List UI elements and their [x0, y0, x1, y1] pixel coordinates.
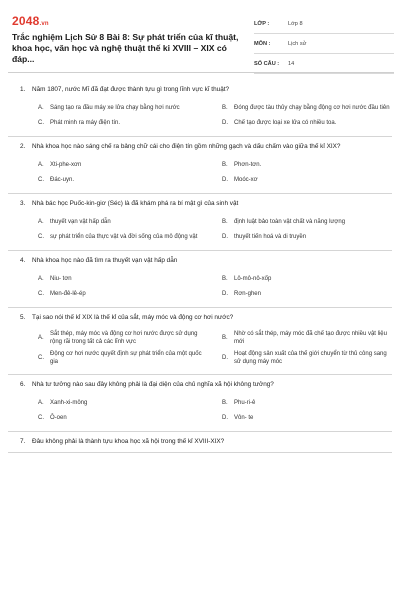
question-item: [8, 194, 392, 251]
answer-options: [8, 395, 392, 425]
answer-option[interactable]: [222, 348, 394, 368]
meta-value: Lớp 8: [288, 20, 303, 27]
option-text: Lô-mô-nô-xốp: [234, 275, 272, 282]
question-text: Nhà khoa học nào sáng chế ra bảng chữ cái cho điện tín gồm những gạch và dấu chấm vào giữa thế kỉ XIX?: [32, 143, 341, 150]
question-item: [8, 308, 392, 375]
question-number: 1.: [20, 86, 26, 93]
option-letter: C.: [38, 233, 44, 240]
option-text: Nhờ có sắt thép, máy móc đã chế tạo được nhiều vật liệu mới: [234, 331, 387, 345]
option-letter: B.: [222, 161, 228, 168]
option-letter: A.: [38, 275, 44, 282]
header-divider: [8, 72, 394, 73]
answer-option[interactable]: [222, 214, 394, 229]
option-text: Men-đê-lê-ép: [50, 290, 86, 297]
option-text: Động cơ hơi nước quyết định sự phát triển của một quốc gia: [50, 351, 202, 365]
option-letter: D.: [222, 290, 228, 297]
meta-value: Lịch sử: [288, 40, 307, 47]
option-text: Xanh-xi-mông: [50, 399, 88, 406]
answer-option[interactable]: [222, 115, 394, 130]
question-header: [8, 85, 392, 94]
question-number: 3.: [20, 200, 26, 207]
option-text: Ô-oen: [50, 414, 67, 421]
question-number: 7.: [20, 438, 26, 445]
question-number: 4.: [20, 257, 26, 264]
option-text: thuyết tiến hoá và di truyền: [234, 233, 307, 240]
question-text: Nhà tư tưởng nào sau đây không phải là đại diện của chủ nghĩa xã hội không tưởng?: [32, 381, 274, 388]
question-text: Nhà bác học Puốc-kin-giơ (Séc) là đã khám phá ra bí mật gì của sinh vật: [32, 200, 239, 207]
answer-option[interactable]: [222, 271, 394, 286]
meta-info: [254, 14, 394, 74]
answer-option[interactable]: [38, 286, 210, 301]
answer-option[interactable]: [222, 328, 394, 348]
option-letter: C.: [38, 176, 44, 183]
option-letter: B.: [222, 399, 228, 406]
answer-option[interactable]: [38, 271, 210, 286]
option-letter: A.: [38, 161, 44, 168]
answer-option[interactable]: [222, 395, 394, 410]
option-text: sự phát triển của thực vật và đời sống của mô động vật: [50, 233, 198, 240]
question-header: [8, 256, 392, 265]
answer-option[interactable]: [38, 395, 210, 410]
option-text: Niu- tơn: [50, 275, 72, 282]
question-header: [8, 142, 392, 151]
option-letter: D.: [222, 355, 228, 361]
answer-options: [8, 100, 392, 130]
option-text: Sắt thép, máy móc và động cơ hơi nước được sử dụng rộng rãi trong tất cả các lĩnh vực: [50, 331, 198, 345]
option-text: Đác-uyn.: [50, 176, 75, 183]
answer-options: [8, 214, 392, 244]
meta-row-class: [254, 14, 394, 34]
option-letter: B.: [222, 104, 228, 111]
question-number: 6.: [20, 381, 26, 388]
option-letter: A.: [38, 335, 44, 341]
option-letter: C.: [38, 414, 44, 421]
answer-option[interactable]: [38, 157, 210, 172]
option-letter: C.: [38, 355, 44, 361]
option-text: Đóng được tàu thủy chạy bằng động cơ hơi nước đầu tiên: [234, 104, 390, 111]
answer-option[interactable]: [38, 348, 210, 368]
question-header: [8, 199, 392, 208]
answer-option[interactable]: [222, 410, 394, 425]
option-text: Hoạt động sản xuất của thế giới chuyển từ thủ công sang sử dụng máy móc: [234, 351, 387, 365]
answer-option[interactable]: [38, 229, 210, 244]
answer-options: [8, 328, 392, 368]
option-letter: D.: [222, 233, 228, 240]
option-letter: A.: [38, 218, 44, 225]
question-item: [8, 137, 392, 194]
meta-label: LỚP :: [254, 20, 270, 27]
meta-row-count: [254, 54, 394, 74]
option-text: Chế tạo được loại xe lửa có nhiều toa.: [234, 119, 337, 126]
option-text: Phát minh ra máy điện tín.: [50, 119, 121, 126]
question-header: [8, 437, 392, 446]
answer-options: [8, 271, 392, 301]
option-text: Xti-phe-xơn: [50, 161, 82, 168]
option-text: Sáng tạo ra đầu máy xe lửa chạy bằng hơi nước: [50, 104, 180, 111]
question-list: [8, 80, 392, 453]
option-text: thuyết vạn vật hấp dẫn: [50, 218, 111, 225]
meta-row-subject: [254, 34, 394, 54]
option-letter: D.: [222, 176, 228, 183]
option-text: Vôn- te: [234, 414, 254, 421]
option-letter: B.: [222, 275, 228, 282]
question-item: [8, 375, 392, 432]
answer-option[interactable]: [38, 100, 210, 115]
option-letter: D.: [222, 119, 228, 126]
answer-options: [8, 157, 392, 187]
header: [8, 6, 394, 70]
meta-label: SỐ CÂU :: [254, 60, 280, 67]
option-letter: A.: [38, 104, 44, 111]
answer-option[interactable]: [222, 229, 394, 244]
meta-label: MÔN :: [254, 40, 271, 47]
answer-option[interactable]: [222, 286, 394, 301]
question-item: [8, 432, 392, 453]
logo-main: 2048: [12, 14, 40, 28]
answer-option[interactable]: [38, 328, 210, 348]
question-text: Đâu không phải là thành tựu khoa học xã hội trong thế kỉ XVIII-XIX?: [32, 438, 225, 445]
option-letter: B.: [222, 335, 228, 341]
answer-option[interactable]: [38, 410, 210, 425]
question-item: [8, 251, 392, 308]
option-text: Phu-ri-ê: [234, 399, 256, 406]
logo-suffix: .vn: [39, 21, 49, 27]
answer-option[interactable]: [38, 172, 210, 187]
answer-option[interactable]: [222, 172, 394, 187]
page-title: Trắc nghiệm Lịch Sử 8 Bài 8: Sự phát triển của kĩ thuật, khoa học, văn học và nghệ thuật thế kỉ XVIII – XIX có đáp...: [12, 32, 239, 64]
question-item: [8, 80, 392, 137]
meta-value: 14: [288, 60, 295, 67]
option-letter: A.: [38, 399, 44, 406]
answer-option[interactable]: [38, 115, 210, 130]
site-logo[interactable]: [12, 14, 49, 28]
answer-option[interactable]: [222, 157, 394, 172]
question-number: 5.: [20, 314, 26, 321]
option-text: Rơn-ghen: [234, 290, 261, 297]
answer-option[interactable]: [222, 100, 394, 115]
question-text: Nhà khoa học nào đã tìm ra thuyết vạn vật hấp dẫn: [32, 257, 178, 264]
option-text: định luật bảo toàn vật chất và năng lượng: [234, 218, 346, 225]
question-number: 2.: [20, 143, 26, 150]
option-letter: B.: [222, 218, 228, 225]
question-header: [8, 380, 392, 389]
question-header: [8, 313, 392, 322]
option-text: Moóc-xơ: [234, 176, 258, 183]
question-text: Tại sao nói thế kỉ XIX là thế kỉ của sắt, máy móc và động cơ hơi nước?: [32, 314, 234, 321]
question-text: Năm 1807, nước Mĩ đã đạt được thành tựu gì trong lĩnh vực kĩ thuật?: [32, 86, 230, 93]
option-letter: D.: [222, 414, 228, 421]
option-letter: C.: [38, 119, 44, 126]
answer-option[interactable]: [38, 214, 210, 229]
option-text: Phơn-tơn.: [234, 161, 262, 168]
option-letter: C.: [38, 290, 44, 297]
